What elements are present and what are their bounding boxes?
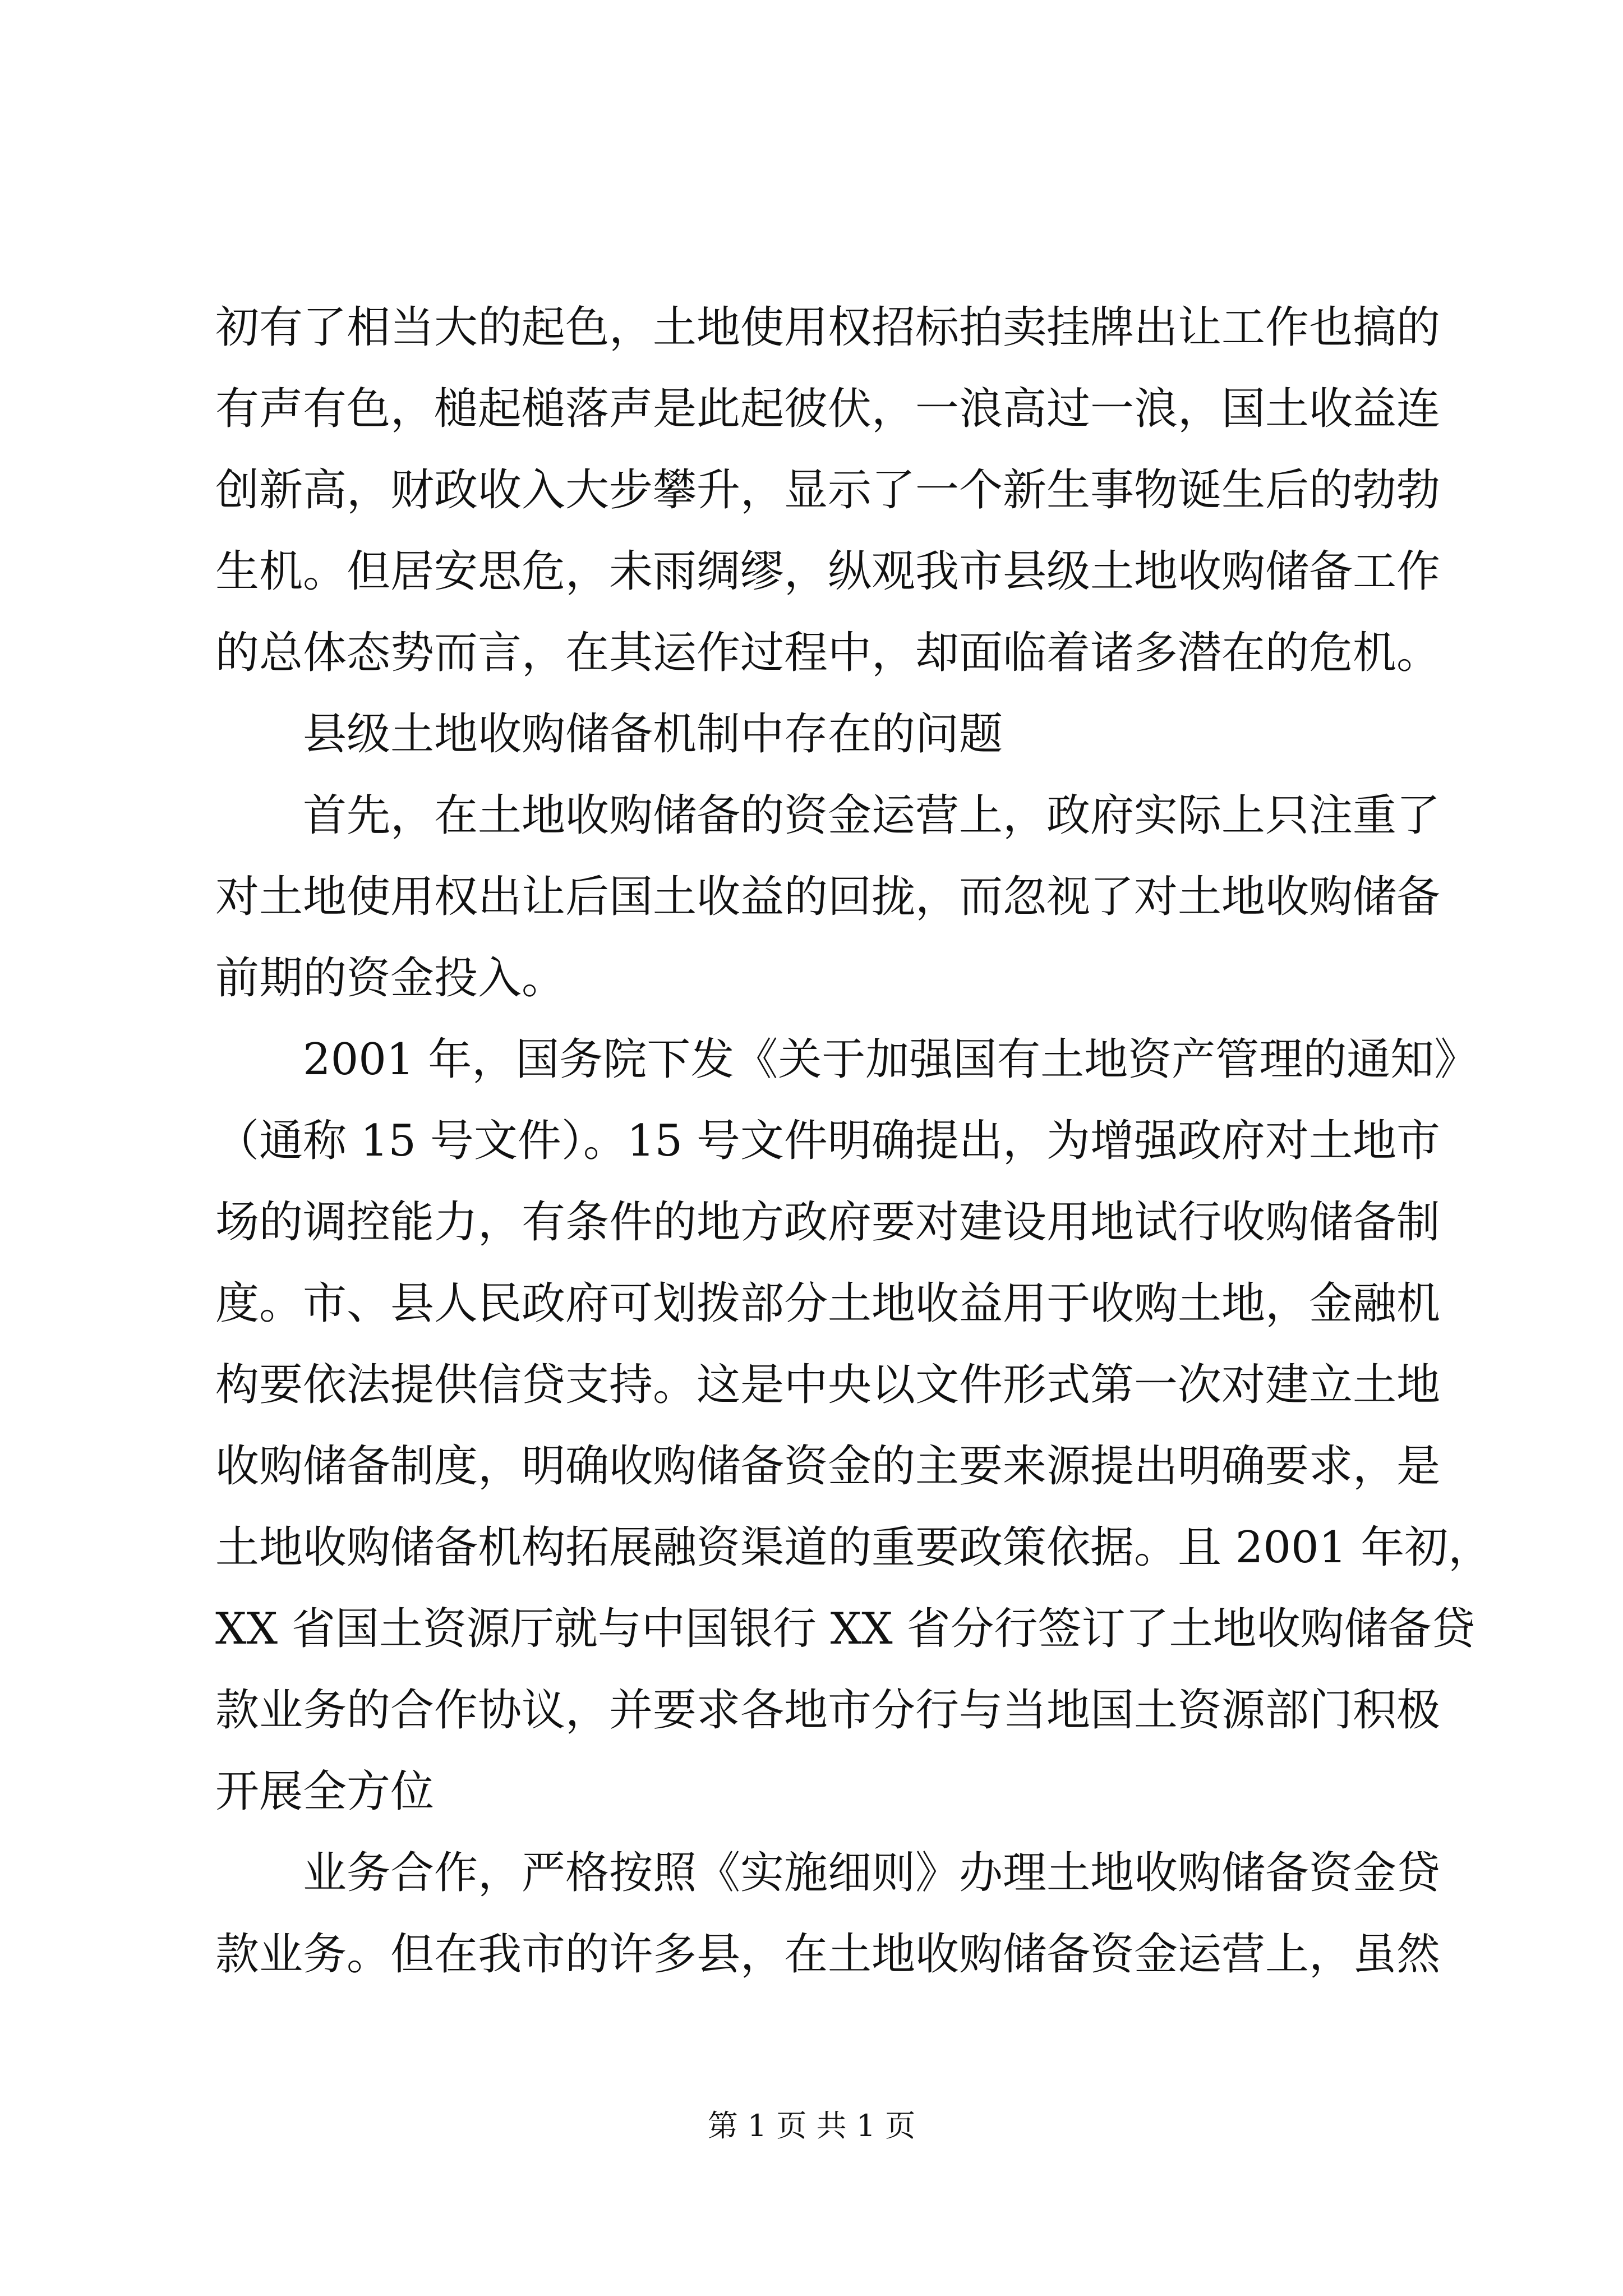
text-line: 土地收购储备机构拓展融资渠道的重要政策依据。且 2001 年初， [215,1522,1492,1573]
text-line: 首先，在土地收购储备的资金运营上，政府实际上只注重了 [303,790,1441,841]
text-line: 2001 年，国务院下发《关于加强国有土地资产管理的通知》 [303,1034,1478,1085]
text-line: 开展全方位 [215,1766,435,1817]
text-line: XX 省国土资源厅就与中国银行 XX 省分行签订了土地收购储备贷 [215,1604,1476,1654]
text-line: 前期的资金投入。 [215,953,566,1004]
text-line: 款业务的合作协议，并要求各地市分行与当地国土资源部门积极 [215,1685,1441,1736]
text-line: （通称 15 号文件）。15 号文件明确提出，为增强政府对土地市 [215,1116,1440,1166]
text-line: 款业务。但在我市的许多县，在土地收购储备资金运营上，虽然 [215,1929,1441,1980]
text-line: 生机。但居安思危，未雨绸缪，纵观我市县级土地收购储备工作 [215,546,1441,597]
text-line: 县级土地收购储备机制中存在的问题 [303,709,1003,760]
text-line: 业务合作，严格按照《实施细则》办理土地收购储备资金贷 [303,1848,1441,1898]
text-line: 收购储备制度，明确收购储备资金的主要来源提出明确要求，是 [215,1441,1441,1492]
text-line: 初有了相当大的起色，土地使用权招标拍卖挂牌出让工作也搞的 [215,302,1441,353]
text-line: 创新高，财政收入大步攀升，显示了一个新生事物诞生后的勃勃 [215,465,1441,516]
text-line: 有声有色，槌起槌落声是此起彼伏，一浪高过一浪，国土收益连 [215,384,1441,434]
text-line: 场的调控能力，有条件的地方政府要对建设用地试行收购储备制 [215,1197,1441,1248]
text-line: 的总体态势而言，在其运作过程中，却面临着诸多潜在的危机。 [215,628,1441,678]
text-line: 度。市、县人民政府可划拨部分土地收益用于收购土地，金融机 [215,1278,1441,1329]
text-line: 构要依法提供信贷支持。这是中央以文件形式第一次对建立土地 [215,1360,1441,1410]
document-body [215,287,1492,1995]
page-footer: 第 1 页 共 1 页 [707,2108,916,2143]
text-line: 对土地使用权出让后国土收益的回拢，而忽视了对土地收购储备 [215,872,1441,922]
